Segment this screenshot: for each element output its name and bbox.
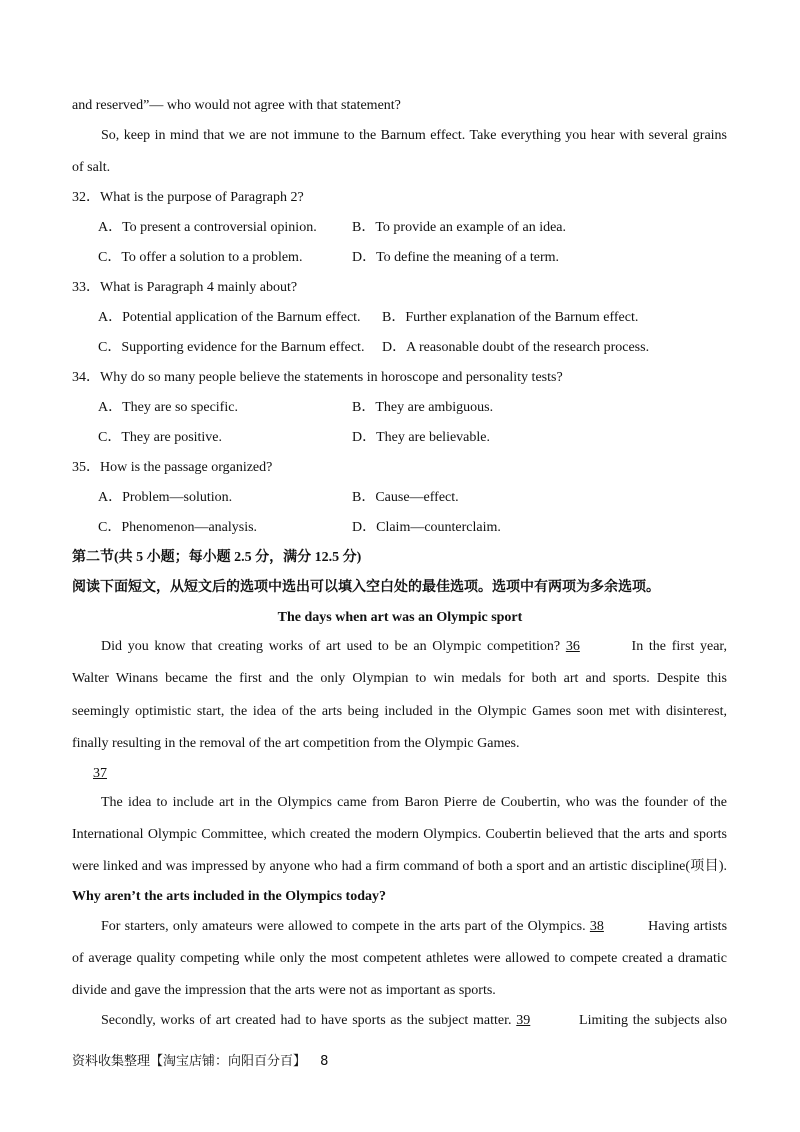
article-line: were linked and was impressed by anyone who had a firm command of both a sport and an artistic discipline(项目). xyxy=(72,859,727,874)
question-stem: 35．How is the passage organized? xyxy=(72,460,273,475)
option-a: A．To present a controversial opinion. xyxy=(98,220,317,235)
page-number: 8 xyxy=(320,1054,329,1069)
article-line: divide and gave the impression that the arts were not as important as sports. xyxy=(72,983,496,998)
question-stem: 34．Why do so many people believe the statements in horoscope and personality tests? xyxy=(72,370,563,385)
article-text: Having artists xyxy=(648,919,728,934)
article-line xyxy=(101,1011,727,1031)
text-line: and reserved”— who would not agree with that statement? xyxy=(72,98,401,113)
option-a: A．Potential application of the Barnum effect. xyxy=(98,310,361,325)
section-instruction: 阅读下面短文，从短文后的选项中选出可以填入空白处的最佳选项。选项中有两项为多余选项。 xyxy=(72,580,660,595)
option-b: B．They are ambiguous. xyxy=(352,400,494,415)
option-d: D．To define the meaning of a term. xyxy=(352,250,560,265)
option-d: D．Claim—counterclaim. xyxy=(352,520,501,535)
blank-37-label: 37 xyxy=(93,766,107,781)
option-c: C．Phenomenon—analysis. xyxy=(98,520,258,535)
article-line xyxy=(101,917,727,937)
section-header: 第二节(共 5 小题；每小题 2.5 分，满分 12.5 分) xyxy=(72,550,362,565)
article-line: finally resulting in the removal of the art competition from the Olympic Games. xyxy=(72,736,520,751)
option-b: B．Cause—effect. xyxy=(352,490,459,505)
article-line: of average quality competing while only the most competent athletes were allowed to compete created a dramatic xyxy=(72,951,727,966)
option-b: B．Further explanation of the Barnum effect. xyxy=(382,310,639,325)
article-text: Secondly, works of art created had to have sports as the subject matter. xyxy=(101,1013,512,1028)
option-c: C．To offer a solution to a problem. xyxy=(98,250,303,265)
article-text: Limiting the subjects also xyxy=(579,1013,728,1028)
blank-37 xyxy=(78,764,122,784)
article-line: International Olympic Committee, which created the modern Olympics. Coubertin believed that the arts and sports xyxy=(72,827,727,842)
article-subheading: Why aren’t the arts included in the Olympics today? xyxy=(72,889,386,904)
article-text: In the first year, xyxy=(631,639,728,654)
article-line: The idea to include art in the Olympics came from Baron Pierre de Coubertin, who was the founder of the xyxy=(101,795,727,810)
option-c: C．They are positive. xyxy=(98,430,223,445)
article-title: The days when art was an Olympic sport xyxy=(277,610,523,625)
text-line: of salt. xyxy=(72,160,111,175)
article-text: For starters, only amateurs were allowed to compete in the arts part of the Olympics. xyxy=(101,919,586,934)
footer-text: 资料收集整理【淘宝店铺：向阳百分百】 xyxy=(72,1054,307,1069)
option-b: B．To provide an example of an idea. xyxy=(352,220,567,235)
article-line: Walter Winans became the first and the only Olympian to win medals for both art and sports. Despite this xyxy=(72,671,727,686)
option-d: D．A reasonable doubt of the research process. xyxy=(382,340,650,355)
article-line xyxy=(101,637,727,657)
blank-38: 38 xyxy=(589,919,604,934)
question-stem: 32．What is the purpose of Paragraph 2? xyxy=(72,190,304,205)
text-line: So, keep in mind that we are not immune to the Barnum effect. Take everything you hear with several grains xyxy=(101,128,727,143)
option-a: A．Problem—solution. xyxy=(98,490,233,505)
article-text: Did you know that creating works of art used to be an Olympic competition? xyxy=(101,639,561,654)
option-c: C．Supporting evidence for the Barnum effect. xyxy=(98,340,365,355)
option-d: D．They are believable. xyxy=(352,430,490,445)
blank-39: 39 xyxy=(516,1013,531,1028)
blank-36: 36 xyxy=(565,639,580,654)
option-a: A．They are so specific. xyxy=(98,400,238,415)
page-footer xyxy=(72,1050,328,1069)
article-line: seemingly optimistic start, the idea of the arts being included in the Olympic Games soon met with disinterest, xyxy=(72,704,727,719)
question-stem: 33．What is Paragraph 4 mainly about? xyxy=(72,280,298,295)
